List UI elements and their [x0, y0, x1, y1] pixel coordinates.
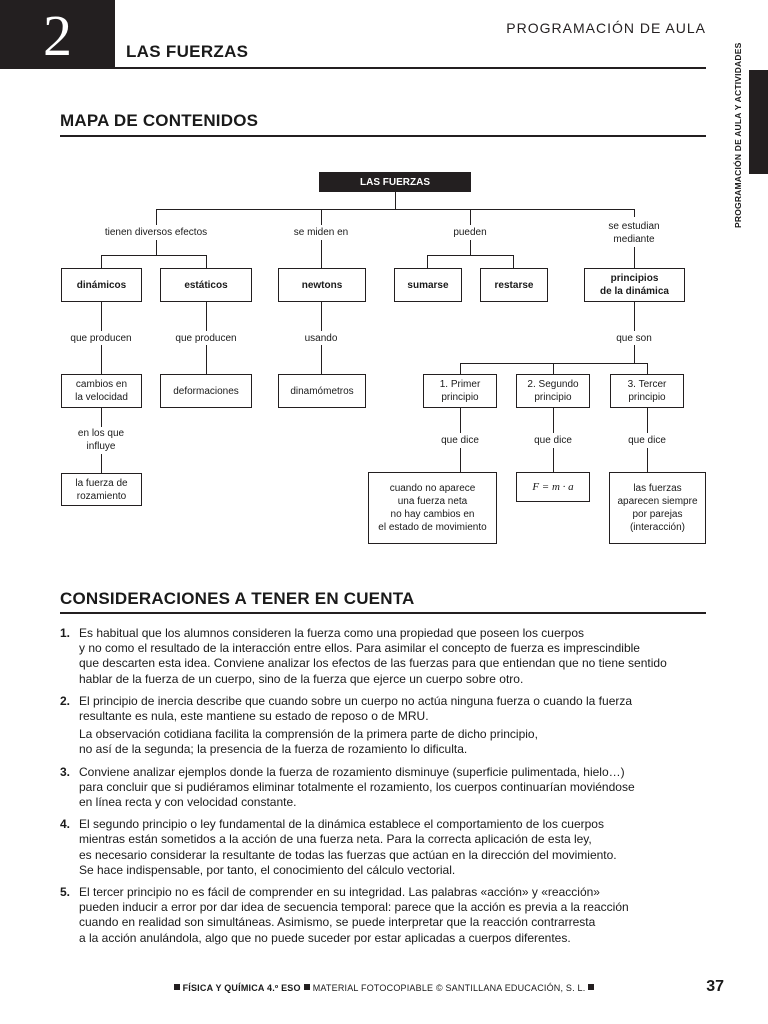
- item-text: El principio de inercia describe que cuando sobre un cuerpo no actúa ninguna fuerza o cuando la fuerza resultante es nula, este mantiene su estado de reposo o de MRU.: [79, 693, 633, 724]
- considerations-list: [60, 626, 706, 953]
- connector: [321, 345, 322, 374]
- square-bullet-icon: [174, 984, 180, 990]
- node-fuerza-rozamiento: la fuerza de rozamiento: [61, 473, 142, 506]
- node-dinamicos: dinámicos: [61, 268, 142, 302]
- item-number: 4.: [60, 817, 71, 832]
- connector: [101, 255, 102, 268]
- connector: [427, 255, 428, 268]
- connector: [101, 454, 102, 473]
- connector: [321, 209, 322, 225]
- connector: [647, 363, 648, 374]
- node-primer-principio-desc: cuando no aparece una fuerza neta no hay cambios en el estado de movimiento: [368, 472, 497, 544]
- considerations-title: CONSIDERACIONES A TENER EN CUENTA: [60, 589, 415, 608]
- item-text: Es habitual que los alumnos consideren la fuerza como una propiedad que poseen los cuerpos y no como el resultado de la interacción entre ellos. Para asimilar el concepto de fuerza es imprescindible que descarten esta idea. Conviene analizar los efectos de las fuerzas para que entiendan que no tiene sentido hablar de la fuerza de un cuerpo, sino de la fuerza que ejerce un cuerpo sobre otro.: [79, 626, 667, 686]
- side-label: PROGRAMACIÓN DE AULA Y ACTIVIDADES: [733, 42, 743, 228]
- link-label-dice: que dice: [534, 435, 572, 446]
- node-newtons: newtons: [278, 268, 366, 302]
- node-segundo-principio: 2. Segundo principio: [516, 374, 590, 408]
- connector: [101, 255, 207, 256]
- concept-map-title: MAPA DE CONTENIDOS: [60, 111, 259, 130]
- branch-label-pueden: pueden: [453, 227, 487, 238]
- map-root-node: LAS FUERZAS: [319, 172, 471, 192]
- link-label-producen: que producen: [70, 333, 132, 344]
- connector: [156, 209, 157, 225]
- item-text: El tercer principio no es fácil de comprender en su integridad. Las palabras «acción» y «reacción» pueden inducir a error por dar idea de secuencia temporal: parece que la acción es previa a la reacción cuando en realidad son simultáneas. Asimismo, se puede interpretar que la reacción contrarresta a la acción anulándola, algo que no puede suceder por estar aplicadas a cuerpos diferentes.: [79, 885, 629, 945]
- consideration-item: [60, 694, 706, 758]
- page-number: 37: [706, 978, 724, 995]
- link-label-son: que son: [616, 333, 652, 344]
- connector: [206, 345, 207, 374]
- consideration-item: [60, 626, 706, 687]
- consideration-item: [60, 765, 706, 811]
- header-section-label: PROGRAMACIÓN DE AULA: [506, 20, 706, 36]
- connector: [647, 448, 648, 472]
- connector: [513, 255, 514, 268]
- connector: [206, 255, 207, 268]
- connector: [470, 209, 471, 225]
- connector: [101, 345, 102, 374]
- link-label-dice: que dice: [628, 435, 666, 446]
- connector: [553, 408, 554, 433]
- connector: [101, 408, 102, 427]
- item-text: La observación cotidiana facilita la comprensión de la primera parte de dicho principio, no así de la segunda; la presencia de la fuerza de rozamiento lo dificulta.: [79, 727, 538, 757]
- node-dinamometros: dinamómetros: [278, 374, 366, 408]
- connector: [460, 408, 461, 433]
- connector: [634, 302, 635, 331]
- link-label-dice: que dice: [441, 435, 479, 446]
- item-number: 3.: [60, 764, 71, 779]
- square-bullet-icon: [304, 984, 310, 990]
- connector: [634, 247, 635, 268]
- connector: [156, 209, 635, 210]
- connector: [470, 240, 471, 255]
- considerations-rule: [60, 612, 706, 614]
- link-label-influye: en los que influye: [77, 428, 125, 452]
- item-number: 5.: [60, 885, 71, 900]
- consideration-item: [60, 817, 706, 878]
- connector: [553, 363, 554, 374]
- connector: [460, 448, 461, 472]
- branch-label-efectos: tienen diversos efectos: [104, 227, 208, 238]
- item-number: 1.: [60, 626, 71, 640]
- node-principios: principios de la dinámica: [584, 268, 685, 302]
- item-text: Conviene analizar ejemplos donde la fuerza de rozamiento disminuye (superficie pulimentada, hielo…) para concluir que si pudiéramos eliminar totalmente el rozamiento, los cuerpos continuarían moviéndose en línea recta y con velocidad constante.: [79, 764, 635, 810]
- branch-label-estudian: se estudian mediante: [608, 221, 660, 245]
- connector: [101, 302, 102, 331]
- link-label-producen: que producen: [175, 333, 237, 344]
- footer: [0, 983, 768, 993]
- consideration-item: [60, 885, 706, 946]
- footer-copyright: MATERIAL FOTOCOPIABLE © SANTILLANA EDUCACIÓN, S. L.: [312, 983, 586, 993]
- node-formula: F = m · a: [516, 472, 590, 502]
- connector: [156, 240, 157, 255]
- connector: [553, 448, 554, 472]
- connector: [427, 255, 514, 256]
- node-tercer-principio: 3. Tercer principio: [610, 374, 684, 408]
- chapter-number: 2: [43, 3, 72, 68]
- node-primer-principio: 1. Primer principio: [423, 374, 497, 408]
- connector: [395, 192, 396, 209]
- connector: [321, 240, 322, 268]
- connector: [460, 363, 648, 364]
- chapter-title: LAS FUERZAS: [126, 42, 249, 61]
- node-sumarse: sumarse: [394, 268, 462, 302]
- connector: [206, 302, 207, 331]
- node-tercer-principio-desc: las fuerzas aparecen siempre por parejas (interacción): [609, 472, 706, 544]
- node-restarse: restarse: [480, 268, 548, 302]
- node-estaticos: estáticos: [160, 268, 252, 302]
- node-deformaciones: deformaciones: [160, 374, 252, 408]
- square-bullet-icon: [588, 984, 594, 990]
- connector: [647, 408, 648, 433]
- footer-subject: FÍSICA Y QUÍMICA 4.º ESO: [182, 983, 301, 993]
- branch-label-miden: se miden en: [293, 227, 349, 238]
- connector: [634, 209, 635, 217]
- node-cambios-velocidad: cambios en la velocidad: [61, 374, 142, 408]
- item-number: 2.: [60, 693, 71, 708]
- connector: [634, 345, 635, 363]
- connector: [321, 302, 322, 331]
- item-text: El segundo principio o ley fundamental de la dinámica establece el comportamiento de los cuerpos mientras están sometidos a la acción de una fuerza neta. Para la correcta aplicación de esta ley, es necesario considerar la resultante de todas las fuerzas que actúan en la dirección del movimiento. Se hace indispensable, por tanto, el conocimiento del cálculo vectorial.: [79, 817, 617, 877]
- link-label-usando: usando: [304, 333, 338, 344]
- connector: [460, 363, 461, 374]
